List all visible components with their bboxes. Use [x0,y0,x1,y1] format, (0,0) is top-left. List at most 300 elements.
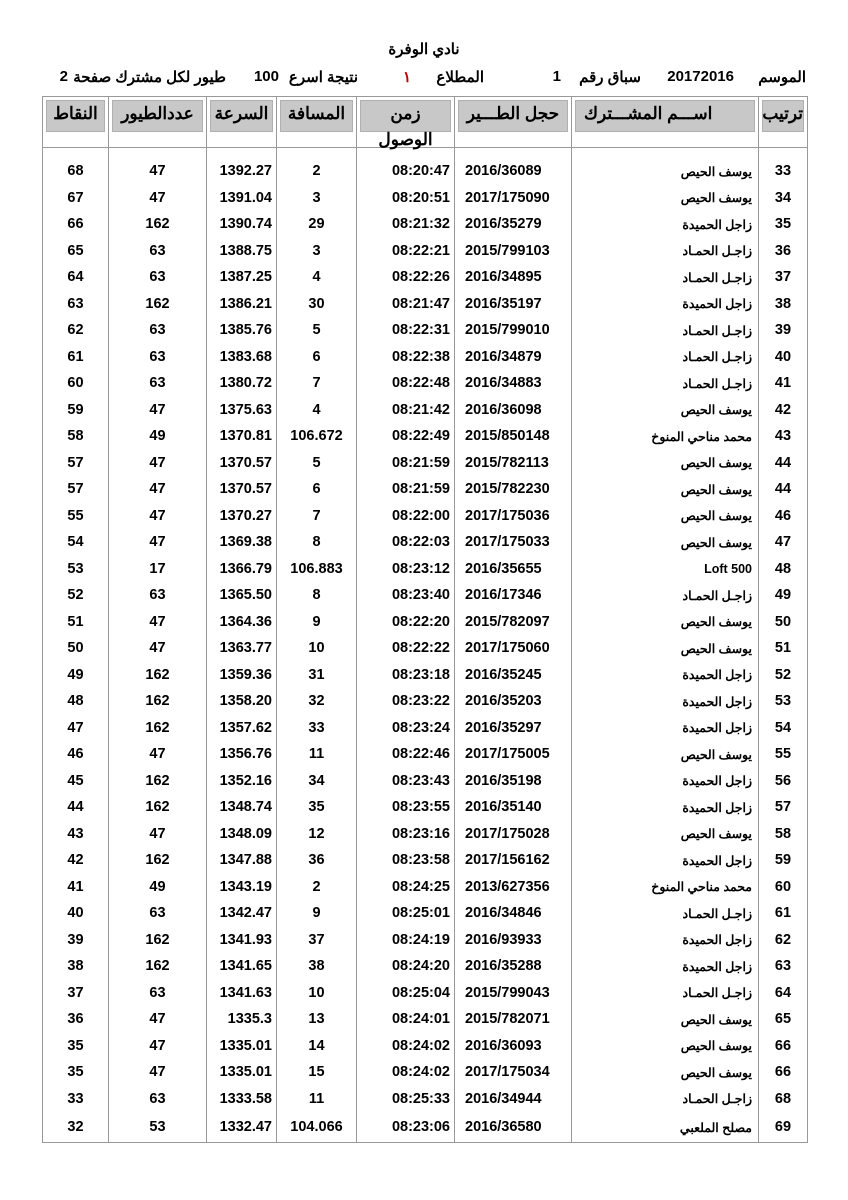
cell-speed: 1383.68 [207,344,277,371]
cell-ring: 2016/34879 [455,344,572,371]
table-row [43,344,808,371]
cell-rank: 52 [759,662,808,689]
club-title: نادي الوفرة [388,41,460,58]
cell-time: 08:23:16 [357,821,455,848]
cell-ring: 2017/175033 [455,529,572,556]
cell-dist: 4 [277,397,357,424]
cell-dist: 10 [277,635,357,662]
cell-ring: 2016/35197 [455,291,572,318]
cell-ring: 2017/175036 [455,503,572,530]
cell-dist: 38 [277,953,357,980]
cell-ring: 2016/36580 [455,1112,572,1143]
cell-birds: 47 [109,476,207,503]
cell-birds: 47 [109,741,207,768]
cell-points: 57 [43,476,109,503]
cell-points: 52 [43,582,109,609]
cell-points: 50 [43,635,109,662]
cell-ring: 2013/627356 [455,874,572,901]
cell-name: يوسف الحيص [572,1059,759,1086]
cell-rank: 56 [759,768,808,795]
cell-birds: 47 [109,821,207,848]
cell-time: 08:23:58 [357,847,455,874]
cell-name: زاجل الحميدة [572,927,759,954]
cell-name: زاجـل الحمـاد [572,344,759,371]
cell-birds: 47 [109,397,207,424]
cell-time: 08:23:40 [357,582,455,609]
cell-speed: 1341.63 [207,980,277,1007]
table-row [43,317,808,344]
cell-name: يوسف الحيص [572,148,759,185]
race-value: 1 [552,68,561,85]
cell-name: زاجـل الحمـاد [572,238,759,265]
cell-ring: 2016/34883 [455,370,572,397]
cell-ring: 2016/34846 [455,900,572,927]
cell-dist: 14 [277,1033,357,1060]
cell-points: 61 [43,344,109,371]
cell-points: 43 [43,821,109,848]
cell-speed: 1333.58 [207,1086,277,1113]
cell-rank: 64 [759,980,808,1007]
cell-time: 08:22:31 [357,317,455,344]
cell-ring: 2016/35140 [455,794,572,821]
cell-rank: 36 [759,238,808,265]
cell-rank: 43 [759,423,808,450]
cell-speed: 1343.19 [207,874,277,901]
cell-birds: 47 [109,1059,207,1086]
cell-points: 37 [43,980,109,1007]
cell-time: 08:24:25 [357,874,455,901]
cell-speed: 1332.47 [207,1112,277,1143]
cell-time: 08:21:32 [357,211,455,238]
cell-dist: 9 [277,900,357,927]
col-name: اســـم المشـــترك [575,100,755,132]
cell-time: 08:24:20 [357,953,455,980]
cell-birds: 63 [109,317,207,344]
cell-time: 08:22:21 [357,238,455,265]
cell-dist: 2 [277,874,357,901]
cell-speed: 1365.50 [207,582,277,609]
cell-speed: 1352.16 [207,768,277,795]
cell-ring: 2017/175028 [455,821,572,848]
cell-dist: 5 [277,450,357,477]
cell-name: زاجل الحميدة [572,291,759,318]
table-row [43,1033,808,1060]
fastest-label: نتيجة اسرع [288,69,358,86]
cell-time: 08:25:33 [357,1086,455,1113]
cell-time: 08:23:43 [357,768,455,795]
cell-birds: 47 [109,503,207,530]
cell-dist: 35 [277,794,357,821]
cell-rank: 44 [759,476,808,503]
cell-birds: 17 [109,556,207,583]
cell-rank: 58 [759,821,808,848]
cell-points: 35 [43,1059,109,1086]
table-row [43,423,808,450]
cell-rank: 51 [759,635,808,662]
cell-time: 08:22:46 [357,741,455,768]
cell-ring: 2016/35245 [455,662,572,689]
cell-speed: 1335.01 [207,1033,277,1060]
cell-speed: 1359.36 [207,662,277,689]
cell-name: يوسف الحيص [572,503,759,530]
cell-dist: 12 [277,821,357,848]
cell-rank: 66 [759,1059,808,1086]
cell-rank: 54 [759,715,808,742]
cell-points: 64 [43,264,109,291]
col-rank: ترتيب [762,100,804,132]
cell-rank: 49 [759,582,808,609]
table-row [43,238,808,265]
cell-rank: 65 [759,1006,808,1033]
cell-name: زاجل الحميدة [572,715,759,742]
cell-rank: 59 [759,847,808,874]
cell-time: 08:24:02 [357,1033,455,1060]
table-row [43,927,808,954]
cell-speed: 1348.09 [207,821,277,848]
cell-dist: 7 [277,503,357,530]
cell-rank: 44 [759,450,808,477]
cell-rank: 50 [759,609,808,636]
cell-speed: 1387.25 [207,264,277,291]
col-birds: عددالطيور [112,100,203,132]
cell-rank: 47 [759,529,808,556]
cell-name: زاجـل الحمـاد [572,980,759,1007]
cell-ring: 2017/175060 [455,635,572,662]
cell-time: 08:22:03 [357,529,455,556]
race-label: سباق رقم [579,69,641,86]
header-row [43,97,808,148]
cell-dist: 2 [277,148,357,185]
cell-time: 08:23:18 [357,662,455,689]
cell-ring: 2015/782230 [455,476,572,503]
cell-name: زاجـل الحمـاد [572,317,759,344]
cell-dist: 33 [277,715,357,742]
cell-time: 08:22:22 [357,635,455,662]
cell-dist: 3 [277,185,357,212]
cell-rank: 33 [759,148,808,185]
cell-ring: 2015/850148 [455,423,572,450]
cell-ring: 2015/782113 [455,450,572,477]
cell-ring: 2016/36093 [455,1033,572,1060]
cell-time: 08:21:59 [357,476,455,503]
cell-birds: 63 [109,900,207,927]
cell-time: 08:23:24 [357,715,455,742]
cell-points: 63 [43,291,109,318]
cell-rank: 42 [759,397,808,424]
cell-ring: 2016/34944 [455,1086,572,1113]
cell-ring: 2016/36098 [455,397,572,424]
cell-rank: 48 [759,556,808,583]
col-ring: حجل الطـــير [458,100,568,132]
cell-birds: 162 [109,688,207,715]
cell-time: 08:23:22 [357,688,455,715]
cell-speed: 1366.79 [207,556,277,583]
cell-ring: 2016/35198 [455,768,572,795]
cell-dist: 34 [277,768,357,795]
cell-time: 08:23:06 [357,1112,455,1143]
table-row [43,370,808,397]
cell-name: زاجل الحميدة [572,688,759,715]
table-row [43,503,808,530]
cell-ring: 2016/35279 [455,211,572,238]
cell-time: 08:23:55 [357,794,455,821]
table-row [43,794,808,821]
cell-points: 53 [43,556,109,583]
table-row [43,556,808,583]
table-row [43,148,808,185]
cell-birds: 47 [109,1006,207,1033]
cell-time: 08:21:59 [357,450,455,477]
cell-rank: 37 [759,264,808,291]
table-row [43,874,808,901]
cell-dist: 106.883 [277,556,357,583]
cell-name: زاجـل الحمـاد [572,1086,759,1113]
cell-speed: 1392.27 [207,148,277,185]
cell-time: 08:22:26 [357,264,455,291]
cell-points: 66 [43,211,109,238]
cell-dist: 30 [277,291,357,318]
cell-name: زاجـل الحمـاد [572,370,759,397]
cell-ring: 2017/175034 [455,1059,572,1086]
table-row [43,768,808,795]
cell-time: 08:23:12 [357,556,455,583]
cell-birds: 162 [109,662,207,689]
cell-ring: 2015/782071 [455,1006,572,1033]
table-row [43,211,808,238]
cell-speed: 1364.36 [207,609,277,636]
fastest-value: 100 [253,68,279,85]
cell-dist: 15 [277,1059,357,1086]
table-row [43,185,808,212]
cell-name: يوسف الحيص [572,185,759,212]
cell-name: زاجل الحميدة [572,953,759,980]
cell-birds: 47 [109,1033,207,1060]
cell-name: يوسف الحيص [572,1006,759,1033]
cell-points: 49 [43,662,109,689]
cell-name: يوسف الحيص [572,1033,759,1060]
cell-dist: 5 [277,317,357,344]
cell-points: 51 [43,609,109,636]
cell-birds: 63 [109,238,207,265]
table-row [43,264,808,291]
col-arrival: زمن الوصول [360,100,451,132]
cell-time: 08:22:00 [357,503,455,530]
table-row [43,291,808,318]
cell-time: 08:24:19 [357,927,455,954]
table-row [43,900,808,927]
cell-points: 32 [43,1112,109,1143]
table-row [43,821,808,848]
cell-rank: 40 [759,344,808,371]
col-points: النقاط [46,100,105,132]
cell-birds: 63 [109,370,207,397]
cell-name: محمد مناحي المنوخ [572,423,759,450]
table-row [43,450,808,477]
cell-name: يوسف الحيص [572,821,759,848]
table-row [43,529,808,556]
cell-rank: 38 [759,291,808,318]
cell-name: زاجل الحميدة [572,847,759,874]
cell-speed: 1388.75 [207,238,277,265]
cell-time: 08:24:02 [357,1059,455,1086]
cell-time: 08:25:04 [357,980,455,1007]
cell-speed: 1369.38 [207,529,277,556]
cell-points: 44 [43,794,109,821]
race-info [44,68,806,90]
cell-rank: 69 [759,1112,808,1143]
page-value: 2 [59,68,68,85]
cell-name: يوسف الحيص [572,635,759,662]
cell-name: زاجـل الحمـاد [572,582,759,609]
cell-points: 46 [43,741,109,768]
cell-birds: 47 [109,635,207,662]
cell-points: 67 [43,185,109,212]
cell-name: مصلح الملعبي [572,1112,759,1143]
table-row [43,635,808,662]
cell-speed: 1370.57 [207,476,277,503]
cell-dist: 3 [277,238,357,265]
table-row [43,397,808,424]
cell-time: 08:24:01 [357,1006,455,1033]
cell-speed: 1370.81 [207,423,277,450]
cell-rank: 66 [759,1033,808,1060]
col-distance: المسافة [280,100,353,132]
cell-dist: 104.066 [277,1112,357,1143]
cell-birds: 162 [109,211,207,238]
cell-name: زاجـل الحمـاد [572,900,759,927]
table-row [43,582,808,609]
cell-name: محمد مناحي المنوخ [572,874,759,901]
results-table [42,96,808,1143]
cell-speed: 1347.88 [207,847,277,874]
cell-time: 08:20:51 [357,185,455,212]
cell-speed: 1348.74 [207,794,277,821]
cell-rank: 55 [759,741,808,768]
cell-name: يوسف الحيص [572,741,759,768]
cell-ring: 2016/35297 [455,715,572,742]
col-speed: السرعة [210,100,273,132]
cell-points: 55 [43,503,109,530]
cell-birds: 47 [109,450,207,477]
cell-speed: 1370.57 [207,450,277,477]
cell-birds: 53 [109,1112,207,1143]
cell-dist: 6 [277,344,357,371]
cell-rank: 53 [759,688,808,715]
cell-name: يوسف الحيص [572,476,759,503]
cell-dist: 32 [277,688,357,715]
table-row [43,1006,808,1033]
cell-name: يوسف الحيص [572,450,759,477]
cell-dist: 31 [277,662,357,689]
release-value: ١ [402,69,411,86]
cell-time: 08:22:38 [357,344,455,371]
cell-dist: 11 [277,1086,357,1113]
cell-birds: 47 [109,529,207,556]
cell-speed: 1370.27 [207,503,277,530]
cell-birds: 47 [109,609,207,636]
cell-ring: 2016/93933 [455,927,572,954]
cell-points: 60 [43,370,109,397]
cell-ring: 2015/799043 [455,980,572,1007]
cell-dist: 36 [277,847,357,874]
table-row [43,847,808,874]
cell-rank: 63 [759,953,808,980]
table-row [43,609,808,636]
table-row [43,662,808,689]
cell-ring: 2017/156162 [455,847,572,874]
cell-points: 41 [43,874,109,901]
cell-speed: 1375.63 [207,397,277,424]
cell-ring: 2016/35203 [455,688,572,715]
cell-points: 36 [43,1006,109,1033]
cell-dist: 10 [277,980,357,1007]
cell-speed: 1391.04 [207,185,277,212]
cell-points: 38 [43,953,109,980]
cell-name: يوسف الحيص [572,609,759,636]
cell-rank: 62 [759,927,808,954]
cell-rank: 35 [759,211,808,238]
cell-rank: 60 [759,874,808,901]
cell-points: 33 [43,1086,109,1113]
cell-dist: 9 [277,609,357,636]
cell-birds: 63 [109,1086,207,1113]
table-row [43,476,808,503]
cell-points: 57 [43,450,109,477]
cell-points: 35 [43,1033,109,1060]
cell-speed: 1357.62 [207,715,277,742]
cell-speed: 1390.74 [207,211,277,238]
cell-name: زاجل الحميدة [572,211,759,238]
cell-time: 08:22:48 [357,370,455,397]
cell-rank: 39 [759,317,808,344]
table-row [43,715,808,742]
cell-birds: 47 [109,148,207,185]
cell-speed: 1385.76 [207,317,277,344]
cell-points: 42 [43,847,109,874]
cell-points: 48 [43,688,109,715]
cell-birds: 49 [109,874,207,901]
cell-birds: 162 [109,927,207,954]
cell-time: 08:25:01 [357,900,455,927]
cell-name: زاجل الحميدة [572,662,759,689]
cell-rank: 41 [759,370,808,397]
cell-name: يوسف الحيص [572,397,759,424]
cell-dist: 4 [277,264,357,291]
cell-speed: 1386.21 [207,291,277,318]
table-row [43,1059,808,1086]
cell-points: 40 [43,900,109,927]
cell-ring: 2016/35288 [455,953,572,980]
cell-dist: 106.672 [277,423,357,450]
cell-birds: 162 [109,291,207,318]
cell-dist: 8 [277,529,357,556]
cell-speed: 1335.3 [207,1006,277,1033]
cell-points: 59 [43,397,109,424]
cell-points: 39 [43,927,109,954]
cell-rank: 34 [759,185,808,212]
cell-points: 58 [43,423,109,450]
release-label: المطلاع [436,69,484,86]
cell-birds: 162 [109,768,207,795]
cell-ring: 2017/175005 [455,741,572,768]
table-row [43,741,808,768]
table-row [43,1112,808,1143]
cell-ring: 2016/36089 [455,148,572,185]
cell-speed: 1380.72 [207,370,277,397]
cell-birds: 162 [109,794,207,821]
cell-dist: 37 [277,927,357,954]
cell-name: يوسف الحيص [572,529,759,556]
